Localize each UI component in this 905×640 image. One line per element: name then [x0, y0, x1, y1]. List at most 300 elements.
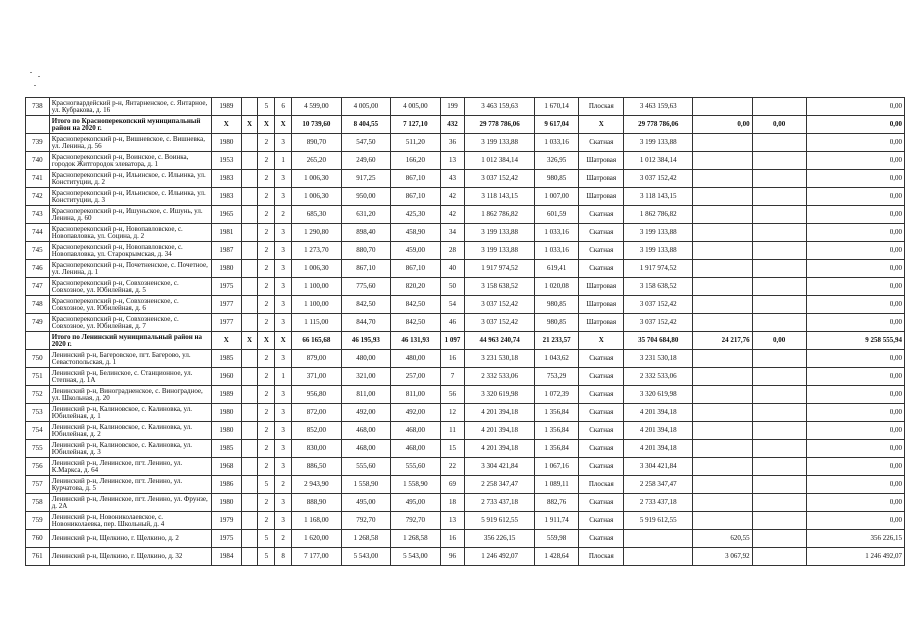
col18-cell: 0,00 — [806, 476, 904, 494]
cost-cell: 4 201 394,18 — [465, 422, 534, 440]
entrances-cell: 3 — [275, 224, 292, 242]
area2-cell: 4 005,00 — [341, 98, 391, 116]
col18-cell: 0,00 — [806, 224, 904, 242]
fund-cell: 4 201 394,18 — [624, 440, 693, 458]
cost-cell: 3 304 421,84 — [465, 458, 534, 476]
cost-cell: 3 037 152,42 — [465, 170, 534, 188]
col4-cell — [241, 260, 258, 278]
col16-cell — [693, 206, 752, 224]
table-row — [26, 548, 905, 566]
table-row — [26, 206, 905, 224]
residents-cell: 1 097 — [440, 332, 465, 350]
unit-cost-cell: 980,85 — [534, 296, 579, 314]
total-area-cell: 1 100,00 — [292, 278, 342, 296]
table-row — [26, 314, 905, 332]
fund-cell: 5 919 612,55 — [624, 512, 693, 530]
col16-cell — [693, 386, 752, 404]
col17-cell — [752, 350, 806, 368]
residents-cell: 18 — [440, 494, 465, 512]
residents-cell: 16 — [440, 350, 465, 368]
area3-cell: 166,20 — [391, 152, 441, 170]
col4-cell — [241, 134, 258, 152]
fund-cell — [624, 530, 693, 548]
address-cell: Красноперекопский р-н, Ишуньское, с. Ишунь, ул. Ленина, д. 60 — [49, 206, 211, 224]
floors-cell: 2 — [258, 404, 275, 422]
roof-type-cell: Скатная — [579, 458, 624, 476]
year-cell: 1981 — [211, 224, 241, 242]
col18-cell: 0,00 — [806, 116, 904, 134]
entrances-cell: X — [275, 116, 292, 134]
entrances-cell: 3 — [275, 188, 292, 206]
col18-cell: 0,00 — [806, 422, 904, 440]
fund-cell: 3 037 152,42 — [624, 296, 693, 314]
unit-cost-cell: 1 067,16 — [534, 458, 579, 476]
entrances-cell: 3 — [275, 242, 292, 260]
col4-cell — [241, 440, 258, 458]
year-cell: 1980 — [211, 404, 241, 422]
area3-cell: 5 543,00 — [391, 548, 441, 566]
area3-cell: 842,50 — [391, 296, 441, 314]
floors-cell: 2 — [258, 368, 275, 386]
unit-cost-cell: 1 670,14 — [534, 98, 579, 116]
floors-cell: 2 — [258, 314, 275, 332]
year-cell: 1986 — [211, 476, 241, 494]
col18-cell: 0,00 — [806, 404, 904, 422]
total-area-cell: 830,00 — [292, 440, 342, 458]
cost-cell: 1 246 492,07 — [465, 548, 534, 566]
cost-cell: 2 733 437,18 — [465, 494, 534, 512]
year-cell: 1975 — [211, 530, 241, 548]
col18-cell: 0,00 — [806, 206, 904, 224]
address-cell: Ленинский р-н, Щелкино, г. Щелкино, д. 32 — [49, 548, 211, 566]
area3-cell: 842,50 — [391, 314, 441, 332]
cost-cell: 356 226,15 — [465, 530, 534, 548]
address-cell: Красногвардейский р-н, Янтарненское, с. Янтарное, ул. Кубракова, д. 16 — [49, 98, 211, 116]
residents-cell: 22 — [440, 458, 465, 476]
residents-cell: 96 — [440, 548, 465, 566]
col17-cell — [752, 476, 806, 494]
area2-cell: 775,60 — [341, 278, 391, 296]
table-row — [26, 530, 905, 548]
scan-mark — [38, 76, 40, 77]
col17-cell — [752, 242, 806, 260]
floors-cell: 2 — [258, 134, 275, 152]
total-row — [26, 332, 905, 350]
fund-cell: 3 231 530,18 — [624, 350, 693, 368]
col17-cell — [752, 278, 806, 296]
fund-cell: 3 037 152,42 — [624, 170, 693, 188]
area3-cell: 1 558,90 — [391, 476, 441, 494]
total-area-cell: 852,00 — [292, 422, 342, 440]
table-row — [26, 368, 905, 386]
unit-cost-cell: 882,76 — [534, 494, 579, 512]
unit-cost-cell: 980,85 — [534, 170, 579, 188]
residents-cell: 13 — [440, 512, 465, 530]
col18-cell: 0,00 — [806, 314, 904, 332]
year-cell: 1985 — [211, 440, 241, 458]
floors-cell: 2 — [258, 386, 275, 404]
roof-type-cell: Скатная — [579, 386, 624, 404]
col4-cell — [241, 404, 258, 422]
area3-cell: 458,90 — [391, 224, 441, 242]
year-cell: 1980 — [211, 422, 241, 440]
residents-cell: 42 — [440, 206, 465, 224]
entrances-cell: 8 — [275, 548, 292, 566]
unit-cost-cell: 326,95 — [534, 152, 579, 170]
residents-cell: 7 — [440, 368, 465, 386]
total-area-cell: 4 599,00 — [292, 98, 342, 116]
year-cell: 1960 — [211, 368, 241, 386]
area2-cell: 321,00 — [341, 368, 391, 386]
row-number: 752 — [26, 386, 50, 404]
col16-cell — [693, 458, 752, 476]
cost-cell: 3 118 143,15 — [465, 188, 534, 206]
area2-cell: 492,00 — [341, 404, 391, 422]
residents-cell: 34 — [440, 224, 465, 242]
roof-type-cell: Плоская — [579, 476, 624, 494]
total-area-cell: 1 620,00 — [292, 530, 342, 548]
floors-cell: 2 — [258, 494, 275, 512]
entrances-cell: 6 — [275, 98, 292, 116]
area2-cell: 468,00 — [341, 440, 391, 458]
residents-cell: 36 — [440, 134, 465, 152]
col4-cell — [241, 296, 258, 314]
roof-type-cell: Скатная — [579, 242, 624, 260]
floors-cell: 2 — [258, 152, 275, 170]
col4-cell — [241, 530, 258, 548]
total-area-cell: 66 165,68 — [292, 332, 342, 350]
roof-type-cell: Скатная — [579, 404, 624, 422]
total-area-cell: 265,20 — [292, 152, 342, 170]
entrances-cell: 3 — [275, 350, 292, 368]
fund-cell: 3 199 133,88 — [624, 134, 693, 152]
area3-cell: 555,60 — [391, 458, 441, 476]
total-area-cell: 1 168,00 — [292, 512, 342, 530]
col16-cell — [693, 314, 752, 332]
row-number: 753 — [26, 404, 50, 422]
area2-cell: 792,70 — [341, 512, 391, 530]
col16-cell: 0,00 — [693, 116, 752, 134]
col16-cell — [693, 350, 752, 368]
area3-cell: 820,20 — [391, 278, 441, 296]
col4-cell — [241, 188, 258, 206]
col16-cell — [693, 98, 752, 116]
col4-cell — [241, 512, 258, 530]
floors-cell: 2 — [258, 278, 275, 296]
floors-cell: X — [258, 116, 275, 134]
row-number: 738 — [26, 98, 50, 116]
fund-cell: 2 258 347,47 — [624, 476, 693, 494]
fund-cell: 3 199 133,88 — [624, 224, 693, 242]
floors-cell: 2 — [258, 458, 275, 476]
total-area-cell: 879,00 — [292, 350, 342, 368]
floors-cell: 2 — [258, 440, 275, 458]
col18-cell: 0,00 — [806, 170, 904, 188]
total-row — [26, 116, 905, 134]
table-row — [26, 170, 905, 188]
col4-cell — [241, 98, 258, 116]
table-row — [26, 458, 905, 476]
area2-cell: 1 558,90 — [341, 476, 391, 494]
table-row — [26, 188, 905, 206]
roof-type-cell: Скатная — [579, 206, 624, 224]
roof-type-cell: Шатровая — [579, 170, 624, 188]
col16-cell — [693, 494, 752, 512]
fund-cell: 3 037 152,42 — [624, 314, 693, 332]
fund-cell: 3 463 159,63 — [624, 98, 693, 116]
unit-cost-cell: 1 911,74 — [534, 512, 579, 530]
cost-cell: 3 037 152,42 — [465, 314, 534, 332]
col16-cell — [693, 224, 752, 242]
year-cell: 1968 — [211, 458, 241, 476]
floors-cell: 5 — [258, 98, 275, 116]
col17-cell — [752, 296, 806, 314]
address-cell: Красноперекопский р-н, Новопавловское, с. Новопавловка, ул. Социна, д. 2 — [49, 224, 211, 242]
fund-cell: 1 012 384,14 — [624, 152, 693, 170]
residents-cell: 15 — [440, 440, 465, 458]
col17-cell — [752, 260, 806, 278]
address-cell: Красноперекопский р-н, Ильинское, с. Ильинка, ул. Конституции, д. 2 — [49, 170, 211, 188]
entrances-cell: 3 — [275, 512, 292, 530]
row-number: 739 — [26, 134, 50, 152]
residents-cell: 13 — [440, 152, 465, 170]
unit-cost-cell: 1 356,84 — [534, 440, 579, 458]
roof-type-cell: Шатровая — [579, 296, 624, 314]
year-cell: 1975 — [211, 278, 241, 296]
col17-cell — [752, 170, 806, 188]
area2-cell: 917,25 — [341, 170, 391, 188]
area2-cell: 880,70 — [341, 242, 391, 260]
col18-cell: 1 246 492,07 — [806, 548, 904, 566]
fund-cell: 3 320 619,98 — [624, 386, 693, 404]
total-area-cell: 1 006,30 — [292, 188, 342, 206]
entrances-cell: 2 — [275, 206, 292, 224]
col4-cell: X — [241, 332, 258, 350]
col4-cell — [241, 278, 258, 296]
col4-cell — [241, 350, 258, 368]
year-cell: X — [211, 332, 241, 350]
roof-type-cell: Скатная — [579, 224, 624, 242]
entrances-cell: 2 — [275, 476, 292, 494]
area3-cell: 7 127,10 — [391, 116, 441, 134]
col16-cell: 3 067,92 — [693, 548, 752, 566]
floors-cell: 2 — [258, 422, 275, 440]
col18-cell: 0,00 — [806, 152, 904, 170]
fund-cell: 2 733 437,18 — [624, 494, 693, 512]
total-area-cell: 872,00 — [292, 404, 342, 422]
roof-type-cell: Скатная — [579, 134, 624, 152]
year-cell: 1980 — [211, 134, 241, 152]
area2-cell: 5 543,00 — [341, 548, 391, 566]
col18-cell: 356 226,15 — [806, 530, 904, 548]
unit-cost-cell: 601,59 — [534, 206, 579, 224]
entrances-cell: 3 — [275, 260, 292, 278]
fund-cell: 2 332 533,06 — [624, 368, 693, 386]
address-cell: Итого по Красноперекопский муниципальный район на 2020 г. — [49, 116, 211, 134]
area2-cell: 842,50 — [341, 296, 391, 314]
table-row — [26, 494, 905, 512]
col4-cell — [241, 548, 258, 566]
address-cell: Ленинский р-н, Калиновское, с. Калиновка, ул. Юбилейная, д. 1 — [49, 404, 211, 422]
col16-cell — [693, 368, 752, 386]
col17-cell — [752, 98, 806, 116]
col4-cell — [241, 422, 258, 440]
row-number: 745 — [26, 242, 50, 260]
address-cell: Ленинский р-н, Щелкино, г. Щелкино, д. 2 — [49, 530, 211, 548]
floors-cell: 2 — [258, 296, 275, 314]
col4-cell — [241, 458, 258, 476]
total-area-cell: 7 177,00 — [292, 548, 342, 566]
col17-cell — [752, 152, 806, 170]
year-cell: 1953 — [211, 152, 241, 170]
table-row — [26, 512, 905, 530]
total-area-cell: 888,90 — [292, 494, 342, 512]
col17-cell — [752, 440, 806, 458]
roof-type-cell: Плоская — [579, 548, 624, 566]
total-area-cell: 886,50 — [292, 458, 342, 476]
residents-cell: 46 — [440, 314, 465, 332]
col18-cell: 0,00 — [806, 512, 904, 530]
area2-cell: 495,00 — [341, 494, 391, 512]
unit-cost-cell: 1 033,16 — [534, 224, 579, 242]
address-cell: Ленинский р-н, Белинское, с. Станционное, ул. Степная, д. 1А — [49, 368, 211, 386]
unit-cost-cell: 9 617,04 — [534, 116, 579, 134]
col16-cell — [693, 170, 752, 188]
address-cell: Ленинский р-н, Ленинское, пгт. Ленино, ул. К.Маркса, д. 64 — [49, 458, 211, 476]
area2-cell: 1 268,58 — [341, 530, 391, 548]
col18-cell: 9 258 555,94 — [806, 332, 904, 350]
roof-type-cell: Плоская — [579, 98, 624, 116]
row-number: 761 — [26, 548, 50, 566]
residents-cell: 12 — [440, 404, 465, 422]
col16-cell — [693, 188, 752, 206]
col17-cell — [752, 368, 806, 386]
unit-cost-cell: 1 020,08 — [534, 278, 579, 296]
col16-cell — [693, 242, 752, 260]
col4-cell — [241, 152, 258, 170]
entrances-cell: 3 — [275, 458, 292, 476]
area3-cell: 480,00 — [391, 350, 441, 368]
area3-cell: 792,70 — [391, 512, 441, 530]
year-cell: 1980 — [211, 260, 241, 278]
year-cell: X — [211, 116, 241, 134]
year-cell: 1980 — [211, 494, 241, 512]
roof-type-cell: Скатная — [579, 530, 624, 548]
col17-cell — [752, 206, 806, 224]
address-cell: Красноперекопский р-н, Почетненское, с. Почетное, ул. Ленина, д. 1 — [49, 260, 211, 278]
table-row — [26, 224, 905, 242]
year-cell: 1989 — [211, 386, 241, 404]
row-number — [26, 332, 50, 350]
area2-cell: 547,50 — [341, 134, 391, 152]
cost-cell: 4 201 394,18 — [465, 404, 534, 422]
col18-cell: 0,00 — [806, 134, 904, 152]
unit-cost-cell: 1 033,16 — [534, 134, 579, 152]
total-area-cell: 956,80 — [292, 386, 342, 404]
col4-cell — [241, 206, 258, 224]
col17-cell — [752, 530, 806, 548]
cost-cell: 3 463 159,63 — [465, 98, 534, 116]
area3-cell: 492,00 — [391, 404, 441, 422]
area2-cell: 468,00 — [341, 422, 391, 440]
residents-cell: 199 — [440, 98, 465, 116]
table-row — [26, 134, 905, 152]
area3-cell: 511,20 — [391, 134, 441, 152]
col4-cell — [241, 314, 258, 332]
entrances-cell: 3 — [275, 494, 292, 512]
row-number: 754 — [26, 422, 50, 440]
row-number: 747 — [26, 278, 50, 296]
col18-cell: 0,00 — [806, 296, 904, 314]
table-row — [26, 260, 905, 278]
roof-type-cell: Скатная — [579, 494, 624, 512]
fund-cell: 1 917 974,52 — [624, 260, 693, 278]
area3-cell: 468,00 — [391, 422, 441, 440]
area3-cell: 425,30 — [391, 206, 441, 224]
cost-cell: 3 320 619,98 — [465, 386, 534, 404]
floors-cell: 2 — [258, 350, 275, 368]
entrances-cell: X — [275, 332, 292, 350]
residents-cell: 11 — [440, 422, 465, 440]
roof-type-cell: Скатная — [579, 350, 624, 368]
col18-cell: 0,00 — [806, 188, 904, 206]
area3-cell: 1 268,58 — [391, 530, 441, 548]
residents-cell: 28 — [440, 242, 465, 260]
roof-type-cell: Шатровая — [579, 152, 624, 170]
fund-cell — [624, 548, 693, 566]
table-row — [26, 476, 905, 494]
area3-cell: 811,00 — [391, 386, 441, 404]
cost-cell: 3 037 152,42 — [465, 296, 534, 314]
residents-cell: 42 — [440, 188, 465, 206]
unit-cost-cell: 753,29 — [534, 368, 579, 386]
area3-cell: 867,10 — [391, 260, 441, 278]
roof-type-cell: Шатровая — [579, 188, 624, 206]
residents-cell: 40 — [440, 260, 465, 278]
col18-cell: 0,00 — [806, 98, 904, 116]
col18-cell: 0,00 — [806, 494, 904, 512]
year-cell: 1983 — [211, 188, 241, 206]
roof-type-cell: X — [579, 116, 624, 134]
area2-cell: 8 404,55 — [341, 116, 391, 134]
total-area-cell: 2 943,90 — [292, 476, 342, 494]
roof-type-cell: Скатная — [579, 422, 624, 440]
row-number: 758 — [26, 494, 50, 512]
col18-cell: 0,00 — [806, 458, 904, 476]
total-area-cell: 1 006,30 — [292, 170, 342, 188]
total-area-cell: 1 115,00 — [292, 314, 342, 332]
address-cell: Красноперекопский р-н, Ильинское, с. Ильинка, ул. Конституции, д. 3 — [49, 188, 211, 206]
col17-cell — [752, 548, 806, 566]
row-number: 749 — [26, 314, 50, 332]
table-row — [26, 242, 905, 260]
year-cell: 1965 — [211, 206, 241, 224]
fund-cell: 3 304 421,84 — [624, 458, 693, 476]
total-area-cell: 10 739,60 — [292, 116, 342, 134]
year-cell: 1989 — [211, 98, 241, 116]
col4-cell — [241, 170, 258, 188]
address-cell: Ленинский р-н, Ленинское, пгт. Ленино, ул. Фрунзе, д. 2А — [49, 494, 211, 512]
area3-cell: 867,10 — [391, 188, 441, 206]
cost-cell: 1 862 786,82 — [465, 206, 534, 224]
area3-cell: 459,00 — [391, 242, 441, 260]
unit-cost-cell: 1 089,11 — [534, 476, 579, 494]
total-area-cell: 685,30 — [292, 206, 342, 224]
address-cell: Красноперекопский р-н, Воинское, с. Воинка, городок Житгородок элеватора, д. 1 — [49, 152, 211, 170]
fund-cell: 3 158 638,52 — [624, 278, 693, 296]
cost-cell: 2 332 533,06 — [465, 368, 534, 386]
cost-cell: 4 201 394,18 — [465, 440, 534, 458]
